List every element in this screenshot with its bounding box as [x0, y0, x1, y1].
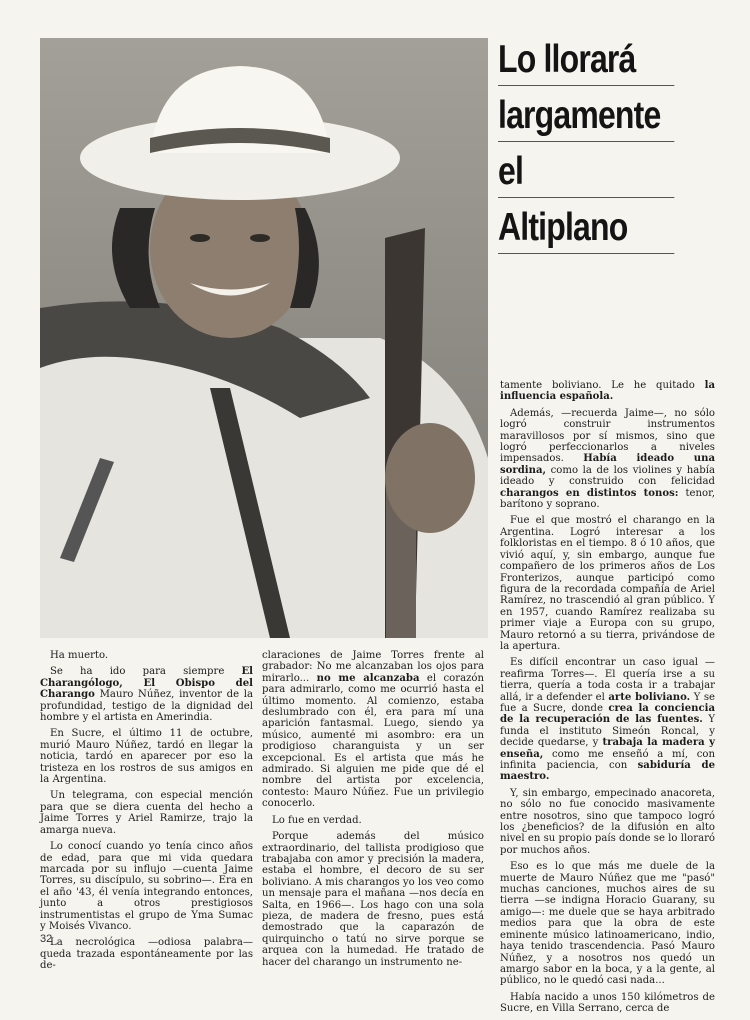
- page-number: 32: [40, 933, 53, 945]
- paragraph: Ha muerto.: [50, 650, 109, 661]
- paragraph: tamente boliviano. Le he quitado la influencia española.: [500, 380, 715, 403]
- paragraph: Había nacido a unos 150 kilómetros de Sucre, en Villa Serrano, cerca de: [500, 991, 715, 1015]
- article-column-2: [262, 650, 484, 973]
- paragraph: Un telegrama, con especial mención para que se diera cuenta del hecho a Jaime Torres y Ariel Ramirze, trajo la amarga nueva.: [40, 790, 253, 836]
- paragraph: Además, —recuerda Jaime—, no sólo logró construir instrumentos maravillosos por sí mismos, sino que logró perfeccionarlos a niveles impensados. Había ideado una sordina, como la de los violines y había ideado y construido con felicidad charangos en distintos tonos: tenor, barítono y soprano.: [500, 407, 715, 511]
- paragraph: Eso es lo que más me duele de la muerte de Mauro Núñez que me "pasó" muchas canciones, muchos aires de su tierra —se indigna Horacio Guarany, su amigo—: me duele que se haya arbitrado medios para que la obra de este eminente músico latinoamericano, indio, haya tenido trascendencia. Pasó Mauro Núñez, y a nosotros nos quedó un amargo sabor en la boca, y a la gente, al público, no le quedó casi nada...: [500, 861, 715, 987]
- paragraph: Y, sin embargo, empecinado anacoreta, no sólo no fue conocido masivamente entre nosotros, sino que tampoco logró los ¿beneficios? de la difusión en alto nivel en su propio país donde se lo lloraró por muchos años.: [500, 787, 715, 856]
- paragraph: claraciones de Jaime Torres frente al grabador: No me alcanzaban los ojos para mirarlo... no me alcanzaba el corazón para admirarlo, como me ocurrió hasta el último momento. Al comienzo, estaba deslumbrado con él, era para mí una aparición fantasmal. Luego, siendo ya músico, aumenté mi asombro: era un prodigioso charanguista y un ser excepcional. Es el artista que más he admirado. Si alguien me pide que dé el nombre del artista por excelencia, contesto: Mauro Núñez. Fue un privilegio conocerlo.: [262, 650, 484, 810]
- paragraph: Lo conocí cuando yo tenía cinco años de edad, para que mi vida quedara marcada por su influjo —cuenta Jaime Torres, su discípulo, su sobrino—. Era en el año '43, él venía integrando entonces, junto a otros prestigiosos instrumentistas el grupo de Yma Sumac y Moisés Vivanco.: [40, 841, 253, 932]
- article-column-3: [500, 380, 715, 1020]
- headline-line-4: Altiplano: [498, 198, 674, 254]
- paragraph: Lo fue en verdad.: [272, 814, 362, 826]
- headline: [498, 30, 713, 254]
- paragraph: En Sucre, el último 11 de octubre, murió Mauro Núñez, tardó en llegar la noticia, tardó en aparecer por eso la tristeza en los rostros de sus amigos en la Argentina.: [40, 728, 253, 786]
- headline-line-1: Lo llorará: [498, 30, 674, 86]
- headline-line-2: largamente: [498, 86, 674, 142]
- paragraph: Es difícil encontrar un caso igual —reafirma Torres—. El quería irse a su tierra, quería a toda costa ir a trabajar allá, ir a defender el arte boliviano. Y se fue a Sucre, donde crea la conciencia de la recuperación de las fuentes. Y funda el instituto Simeón Roncal, y decide quedarse, y trabaja la madera y enseña, como me enseñó a mí, con infinita paciencia, con sabiduría de maestro.: [500, 657, 716, 783]
- paragraph: La necrológica —odiosa palabra— queda trazada espontáneamente por las de-: [40, 937, 253, 972]
- article-column-1: [40, 650, 253, 977]
- paragraph: Fue el que mostró el charango en la Argentina. Logró interesar a los folkloristas en el tiempo. 8 ó 10 años, que vivió aquí, y, sin embargo, aunque fue compañero de los primeros años de Los Fronterizos, aunque participó como figura de la recordada compañía de Ariel Ramírez, no trascendió al gran público. Y en 1957, cuando Ramírez realizaba su primer viaje a Europa con su grupo, Mauro retornó a su tierra, privándose de la apertura.: [500, 515, 715, 652]
- paragraph: Porque además del músico extraordinario, del tallista prodigioso que trabajaba con amor y precisión la madera, estaba el hombre, el decoro de su ser boliviano. A mis charangos yo los veo como un mensaje para el mañana —nos decía en Salta, en 1966—. Los hago con una sola pieza, de madera de fresno, pues está demostrado que la caparazón de quirquincho o tatú no sirve porque se arquea con la humedad. He tratado de hacer del charango un instrumento ne-: [262, 831, 484, 968]
- paragraph: Se ha ido para siempre El Charangólogo, El Obispo del Charango Mauro Núñez, inventor de la profundidad, testigo de la dignidad del hombre y el artista en Amerindia.: [40, 666, 253, 724]
- portrait-photo: [40, 38, 488, 638]
- headline-line-3: el: [498, 142, 674, 198]
